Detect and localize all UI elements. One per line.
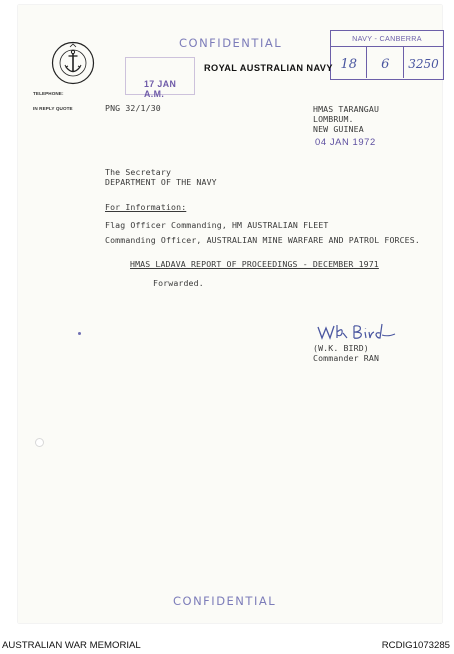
subject-line: HMAS LADAVA REPORT OF PROCEEDINGS - DECEMBER 1971 bbox=[130, 259, 379, 269]
sender-address-line: NEW GUINEA bbox=[313, 124, 364, 134]
handwritten-signature bbox=[316, 321, 396, 343]
sender-address-line: HMAS TARANGAU bbox=[313, 104, 380, 114]
info-list bbox=[105, 218, 420, 248]
sender-address-line: LOMBRUM. bbox=[313, 114, 354, 124]
punch-hole bbox=[35, 438, 44, 447]
received-stamp bbox=[125, 57, 195, 99]
registry-cell-2: 6 bbox=[367, 47, 403, 78]
registry-cell-1: 18 bbox=[331, 47, 367, 78]
registry-cell-3: 3250 bbox=[408, 57, 439, 71]
recipient-line: The Secretary bbox=[105, 167, 172, 177]
received-stamp-date: 17 JAN A.M. bbox=[144, 79, 177, 99]
document-page bbox=[18, 5, 442, 623]
registry-stamp bbox=[330, 30, 444, 80]
info-line: Flag Officer Commanding, HM AUSTRALIAN FLEET bbox=[105, 220, 329, 230]
recipient-line: DEPARTMENT OF THE NAVY bbox=[105, 177, 217, 187]
letter-date-stamp: 04 JAN 1972 bbox=[315, 136, 376, 147]
telephone-label: TELEPHONE: bbox=[33, 91, 64, 96]
confidential-stamp-top: CONFIDENTIAL bbox=[179, 36, 283, 50]
info-heading: For Information: bbox=[105, 202, 187, 212]
info-line: Commanding Officer, AUSTRALIAN MINE WARFARE AND PATROL FORCES. bbox=[105, 235, 420, 245]
confidential-stamp-bottom: CONFIDENTIAL bbox=[173, 594, 277, 608]
signature-block bbox=[313, 343, 379, 363]
body-text: Forwarded. bbox=[153, 278, 204, 288]
reply-quote-label: IN REPLY QUOTE bbox=[33, 106, 73, 111]
ink-mark bbox=[78, 332, 81, 335]
footer-record-id: RCDIG1073285 bbox=[381, 640, 450, 651]
sender-address bbox=[313, 104, 379, 134]
registry-stamp-label: NAVY - CANBERRA bbox=[331, 31, 443, 47]
reference-number: PNG 32/1/30 bbox=[105, 103, 161, 113]
footer-institution: AUSTRALIAN WAR MEMORIAL bbox=[2, 640, 141, 651]
signatory-name: (W.K. BIRD) bbox=[313, 343, 369, 353]
recipient-block bbox=[105, 167, 217, 187]
navy-crest-logo bbox=[51, 41, 95, 85]
signatory-rank: Commander RAN bbox=[313, 353, 380, 363]
organisation-title: ROYAL AUSTRALIAN NAVY bbox=[204, 63, 333, 73]
